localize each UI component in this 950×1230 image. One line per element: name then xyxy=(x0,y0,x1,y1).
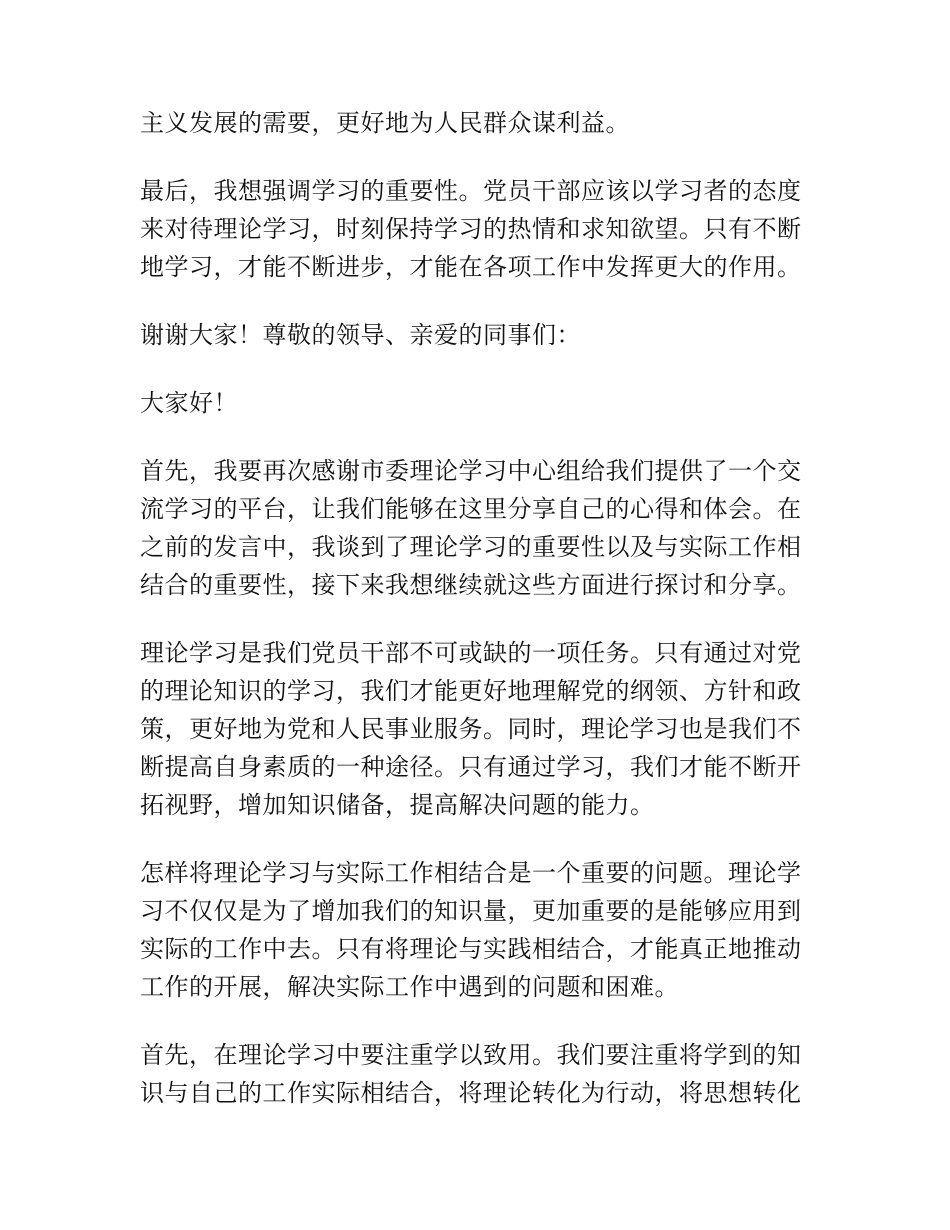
text-line: 怎样将理论学习与实际工作相结合是一个重要的问题。理论学 xyxy=(140,859,802,887)
text-line: 识与自己的工作实际相结合，将理论转化为行动，将思想转化 xyxy=(140,1079,802,1107)
document-body xyxy=(140,104,812,1142)
text-line: 拓视野，增加知识储备，提高解决问题的能力。 xyxy=(140,791,655,819)
text-line: 首先，我要再次感谢市委理论学习中心组给我们提供了一个交 xyxy=(140,457,802,485)
text-line: 地学习，才能不断进步，才能在各项工作中发挥更大的作用。 xyxy=(140,253,802,281)
paragraph-3 xyxy=(140,316,812,354)
paragraph-5 xyxy=(140,452,812,604)
text-line: 策，更好地为党和人民事业服务。同时，理论学习也是我们不 xyxy=(140,715,802,743)
text-line: 流学习的平台，让我们能够在这里分享自己的心得和体会。在 xyxy=(140,495,802,523)
text-line: 结合的重要性，接下来我想继续就这些方面进行探讨和分享。 xyxy=(140,571,802,599)
text-line: 主义发展的需要，更好地为人民群众谋利益。 xyxy=(140,109,630,137)
text-line: 断提高自身素质的一种途径。只有通过学习，我们才能不断开 xyxy=(140,753,802,781)
paragraph-4 xyxy=(140,384,812,422)
text-line: 最后，我想强调学习的重要性。党员干部应该以学习者的态度 xyxy=(140,177,802,205)
text-line: 理论学习是我们党员干部不可或缺的一项任务。只有通过对党 xyxy=(140,639,802,667)
text-line: 之前的发言中，我谈到了理论学习的重要性以及与实际工作相 xyxy=(140,533,802,561)
text-line: 谢谢大家！尊敬的领导、亲爱的同事们： xyxy=(140,321,581,349)
text-line: 工作的开展，解决实际工作中遇到的问题和困难。 xyxy=(140,973,679,1001)
text-line: 大家好！ xyxy=(140,389,238,417)
paragraph-8 xyxy=(140,1036,812,1112)
paragraph-2 xyxy=(140,172,812,286)
paragraph-1 xyxy=(140,104,812,142)
paragraph-7 xyxy=(140,854,812,1006)
paragraph-6 xyxy=(140,634,812,824)
text-line: 的理论知识的学习，我们才能更好地理解党的纲领、方针和政 xyxy=(140,677,802,705)
text-line: 来对待理论学习，时刻保持学习的热情和求知欲望。只有不断 xyxy=(140,215,802,243)
text-line: 习不仅仅是为了增加我们的知识量，更加重要的是能够应用到 xyxy=(140,897,802,925)
text-line: 首先，在理论学习中要注重学以致用。我们要注重将学到的知 xyxy=(140,1041,802,1069)
text-line: 实际的工作中去。只有将理论与实践相结合，才能真正地推动 xyxy=(140,935,802,963)
